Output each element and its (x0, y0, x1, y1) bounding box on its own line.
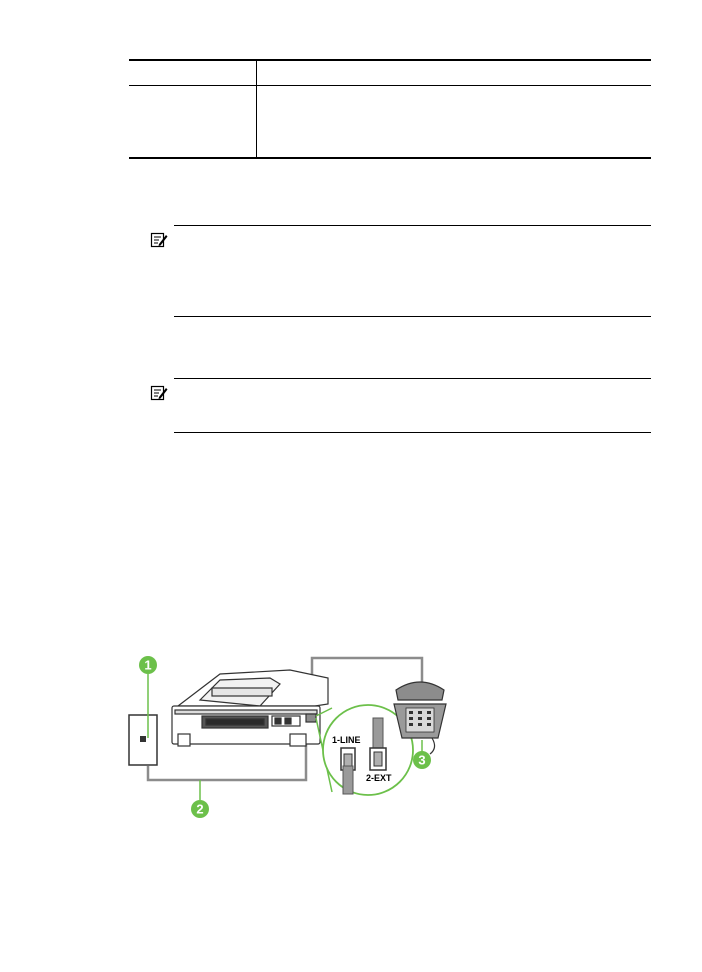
wall-jack-icon (129, 715, 157, 765)
line-port-label: 1-LINE (332, 735, 361, 745)
note-2-bottom-rule (174, 432, 651, 433)
ext-port-label: 2-EXT (366, 773, 392, 783)
note-icon (150, 231, 168, 249)
note-icon (150, 384, 168, 402)
callout-3 (413, 740, 431, 769)
note-1-top-rule (174, 225, 651, 226)
table-column-divider (256, 59, 257, 158)
printer-icon (172, 670, 328, 746)
table-top-rule (129, 59, 651, 61)
note-2-top-rule (174, 378, 651, 379)
note-1-bottom-rule (174, 316, 651, 317)
table-header-rule (129, 85, 651, 86)
callout-2 (191, 780, 209, 818)
callout-3-number: 3 (418, 752, 426, 768)
callout-1-number: 1 (144, 657, 152, 673)
table-bottom-rule (129, 157, 651, 159)
callout-2-number: 2 (196, 801, 204, 817)
connection-diagram (120, 648, 450, 823)
